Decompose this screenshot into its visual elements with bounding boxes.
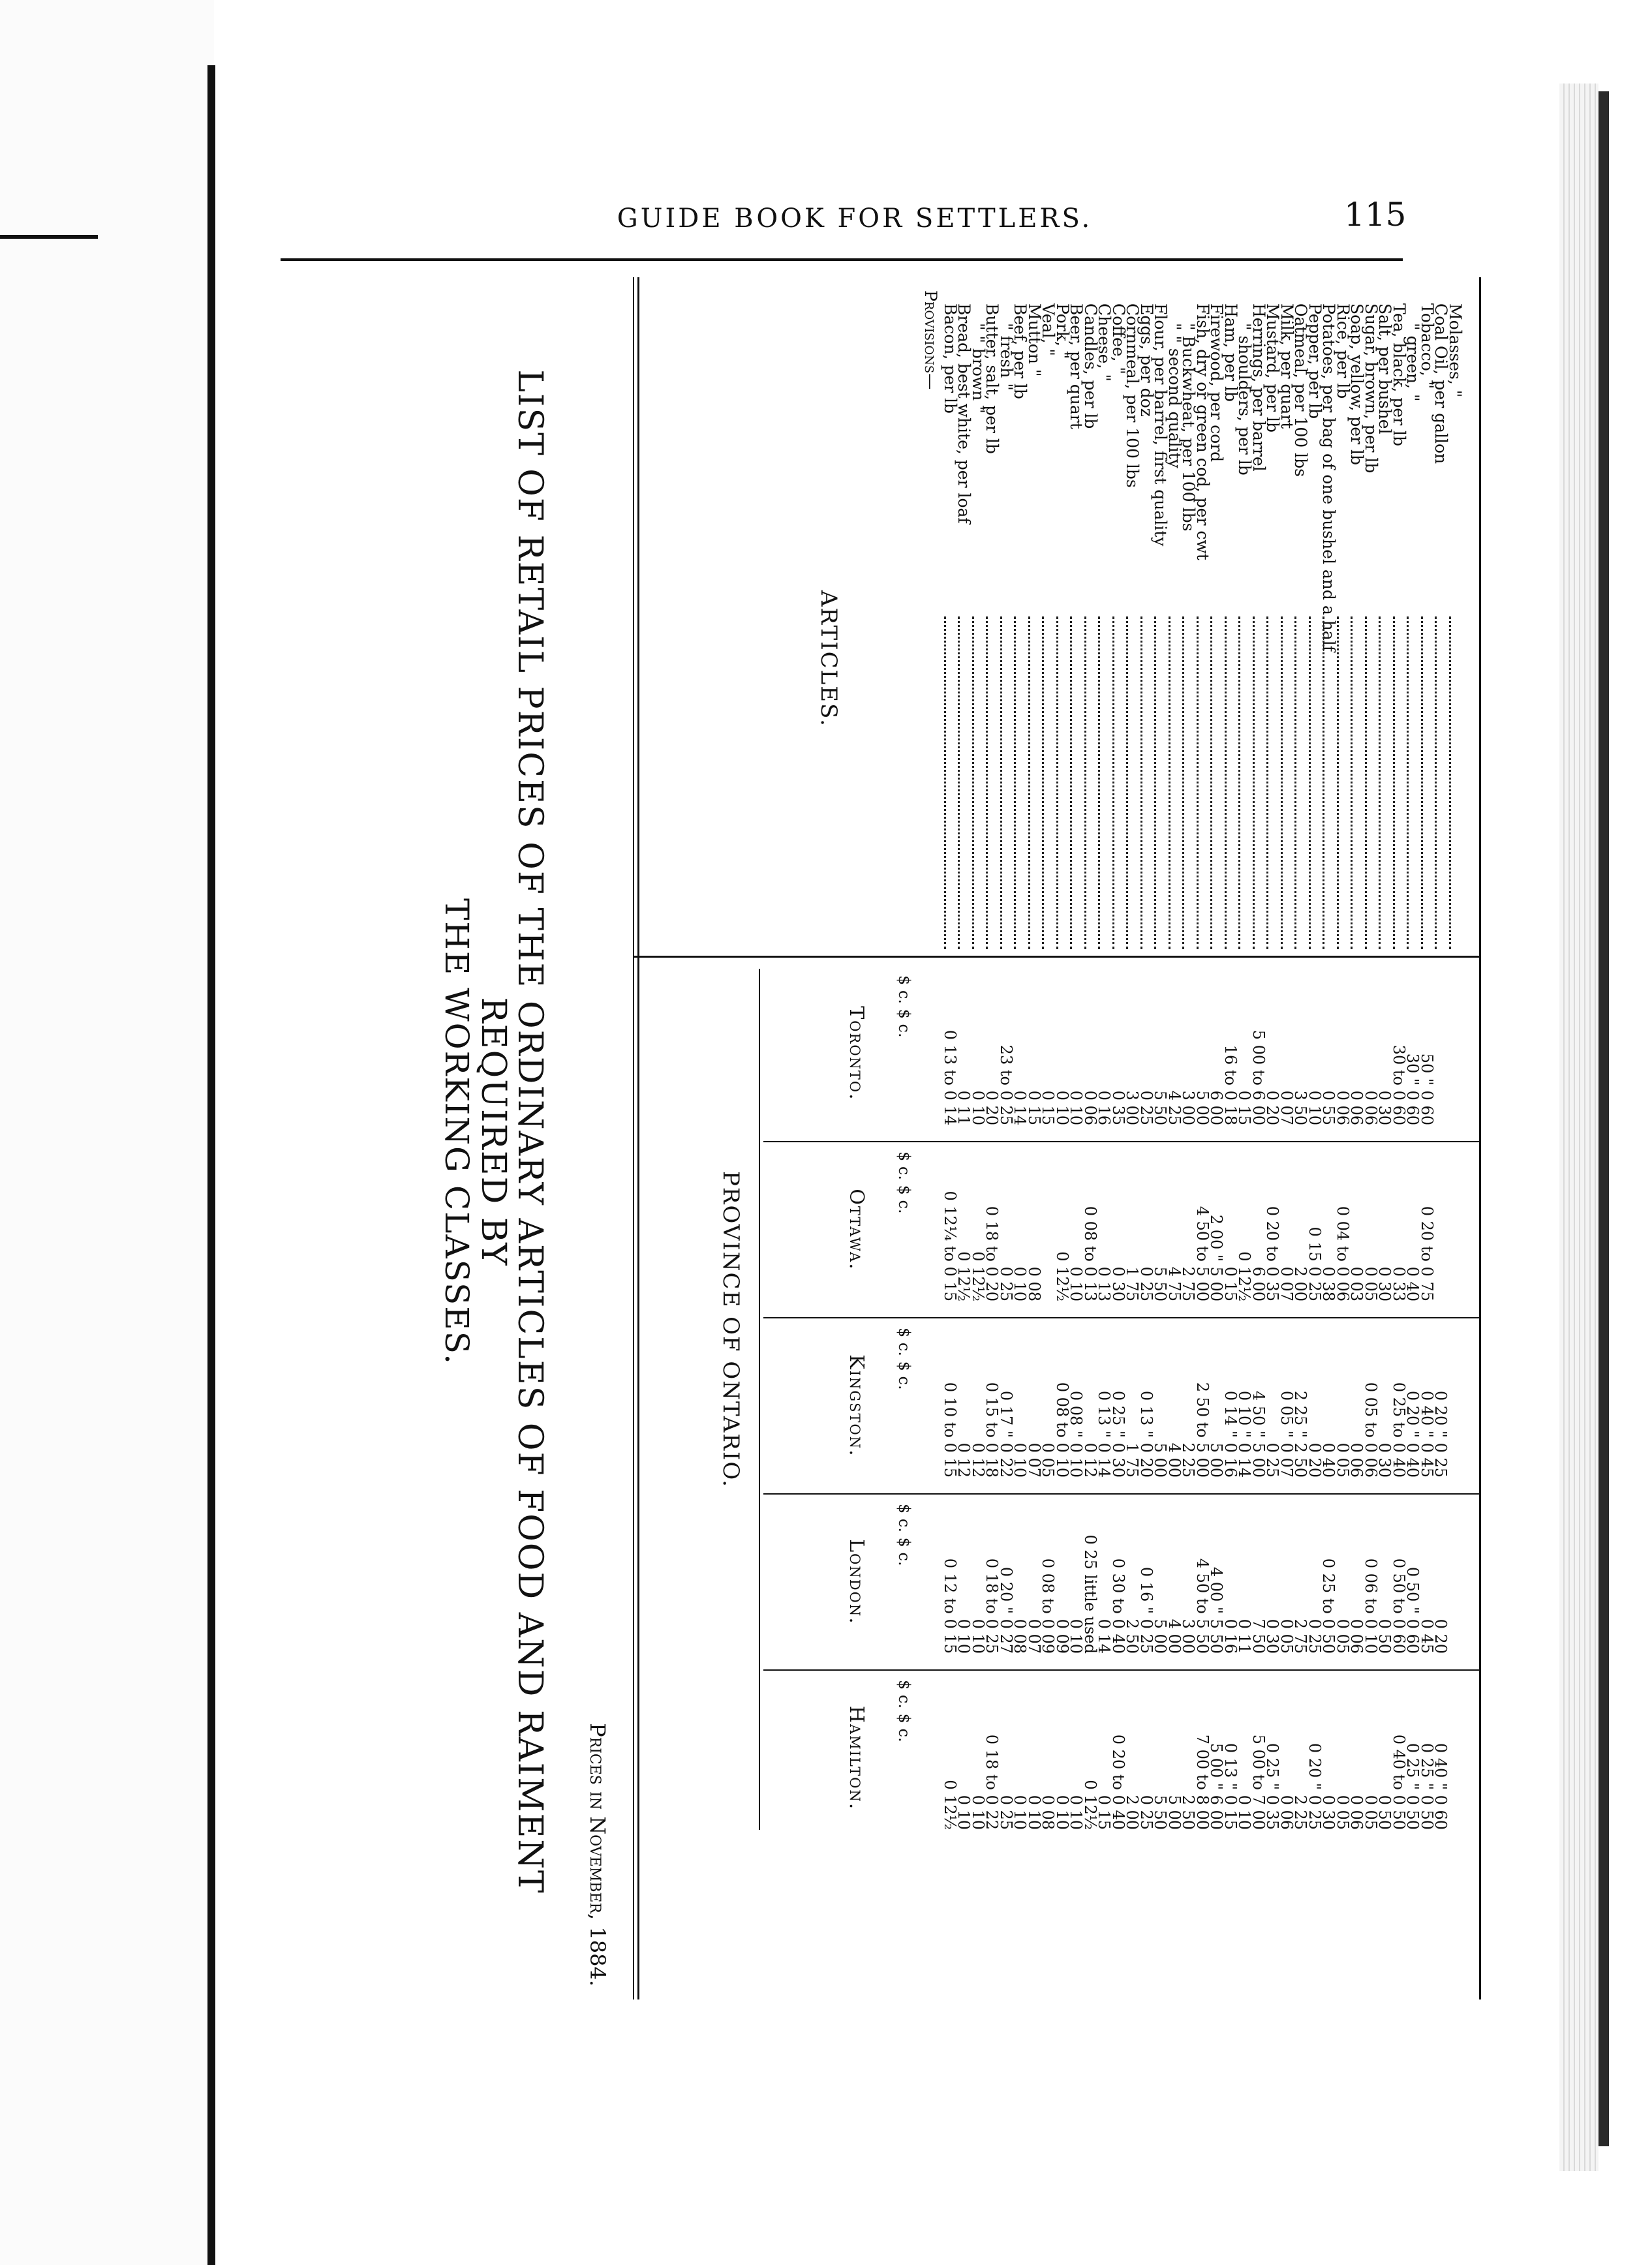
price-cell-london: 3 00 bbox=[1179, 1619, 1198, 1654]
price-cell-toronto: 0 30 bbox=[1375, 1090, 1394, 1125]
price-cell-hamilton: 0 25 bbox=[1137, 1795, 1155, 1830]
leader-dots bbox=[1435, 616, 1437, 949]
price-cell-kingston: 1 75 bbox=[1123, 1442, 1142, 1478]
table-top-rule-double bbox=[633, 277, 634, 1999]
table-top-rule bbox=[637, 277, 639, 1999]
leader-dots bbox=[1043, 616, 1045, 949]
leader-dots bbox=[1351, 616, 1353, 949]
price-cell-ottawa: 0 18 to 0 20 bbox=[983, 1206, 1002, 1301]
price-cell-london: 0 08 bbox=[1011, 1619, 1030, 1654]
price-cell-london: 5 00 bbox=[1151, 1619, 1170, 1654]
price-cell-toronto: 0 06 bbox=[1347, 1090, 1366, 1125]
price-cell-kingston: 0 25 bbox=[1263, 1442, 1282, 1478]
price-cell-kingston: 2 25 bbox=[1179, 1442, 1198, 1478]
article-label: Cheese, " bbox=[1095, 303, 1114, 382]
price-cell-toronto: 23 to 0 25 bbox=[997, 1044, 1015, 1125]
book-gutter bbox=[207, 65, 215, 2265]
price-cell-toronto: 0 20 bbox=[1263, 1090, 1282, 1125]
price-cell-london: 0 09 bbox=[1053, 1619, 1071, 1654]
price-cell-toronto: 5 00 bbox=[1193, 1090, 1212, 1125]
price-cell-hamilton: 0 05 bbox=[1362, 1795, 1380, 1830]
city-divider bbox=[763, 1141, 1481, 1142]
price-cell-kingston: 4 50 " 5 00 bbox=[1249, 1390, 1268, 1478]
price-cell-london: 0 18 to 0 25 bbox=[983, 1558, 1002, 1654]
price-cell-toronto: 0 20 bbox=[983, 1090, 1002, 1125]
price-cell-hamilton: 0 30 bbox=[1319, 1795, 1338, 1830]
price-cell-london: 0 11 bbox=[1235, 1619, 1254, 1654]
unit-label-toronto: $ c. $ c. bbox=[895, 975, 913, 1038]
article-label: Fish, dry or green cod, per cwt bbox=[1193, 303, 1212, 560]
price-cell-hamilton: 0 06 bbox=[1277, 1795, 1296, 1830]
leader-dots bbox=[1449, 616, 1451, 949]
price-cell-hamilton: 0 50 bbox=[1375, 1795, 1394, 1830]
article-label: Beer, per quart bbox=[1067, 303, 1086, 429]
header-rule bbox=[281, 258, 1403, 261]
city-header-toronto: Toronto. bbox=[845, 1006, 868, 1101]
article-label: Mutton " bbox=[1025, 303, 1044, 377]
price-cell-ottawa: 0 12½ bbox=[969, 1251, 987, 1301]
article-label: Salt, per bushel bbox=[1375, 303, 1395, 434]
price-cell-ottawa: 0 12½ bbox=[1235, 1251, 1254, 1301]
article-label: Rice, per lb bbox=[1334, 303, 1353, 399]
article-label: Pork, " bbox=[1053, 303, 1072, 359]
price-cell-toronto: 0 15 bbox=[1039, 1090, 1058, 1125]
price-cell-ottawa: 0 04 to 0 06 bbox=[1334, 1206, 1352, 1301]
price-cell-hamilton: 7 00 to 8 00 bbox=[1193, 1734, 1212, 1830]
leader-dots bbox=[1155, 616, 1157, 949]
leader-dots bbox=[1365, 616, 1367, 949]
price-cell-toronto: 0 06 bbox=[1362, 1090, 1380, 1125]
price-cell-london: 0 16 " 0 25 bbox=[1137, 1566, 1155, 1654]
unit-label-kingston: $ c. $ c. bbox=[895, 1328, 913, 1390]
leader-dots bbox=[1112, 616, 1114, 949]
price-cell-hamilton: 0 10 bbox=[1011, 1795, 1030, 1830]
price-cell-kingston: 0 10 " 0 14 bbox=[1235, 1390, 1254, 1478]
city-divider bbox=[763, 1317, 1481, 1318]
article-label: Butter, salt, per lb bbox=[983, 303, 1002, 454]
price-cell-toronto: 5 50 bbox=[1151, 1090, 1170, 1125]
price-cell-london: 0 07 bbox=[1025, 1619, 1043, 1654]
leader-dots bbox=[1028, 616, 1030, 949]
price-cell-toronto: 0 55 bbox=[1319, 1090, 1338, 1125]
price-cell-hamilton: 0 20 " 0 25 bbox=[1306, 1742, 1324, 1830]
price-cell-kingston: 0 25 to 0 40 bbox=[1390, 1382, 1408, 1478]
price-cell-ottawa: 0 10 bbox=[1011, 1266, 1030, 1301]
price-cell-london: 7 50 bbox=[1249, 1619, 1268, 1654]
price-cell-kingston: 0 05 " 0 07 bbox=[1277, 1390, 1296, 1478]
price-cell-kingston: 0 12 bbox=[969, 1442, 987, 1478]
article-label: Sugar, brown, per lb bbox=[1362, 303, 1381, 474]
city-header-hamilton: Hamilton. bbox=[845, 1705, 868, 1811]
price-cell-london: 0 14 bbox=[1095, 1619, 1114, 1654]
price-cell-hamilton: 2 50 bbox=[1179, 1795, 1198, 1830]
price-cell-toronto: 5 00 to 6 00 bbox=[1249, 1029, 1268, 1125]
article-label: Herrings, per barrel bbox=[1249, 303, 1268, 472]
article-label: Oatmeal, per 100 lbs bbox=[1291, 303, 1311, 477]
price-cell-toronto: 0 13 to 0 14 bbox=[941, 1029, 959, 1125]
city-divider bbox=[763, 1493, 1481, 1495]
article-label: Soap, yellow, per lb bbox=[1347, 303, 1367, 465]
price-cell-london: 0 50 " 0 60 bbox=[1403, 1566, 1422, 1654]
city-divider bbox=[763, 1669, 1481, 1671]
leader-dots bbox=[1393, 616, 1395, 949]
leader-dots bbox=[1211, 616, 1213, 949]
leader-dots bbox=[1379, 616, 1381, 949]
leader-dots bbox=[1337, 616, 1339, 949]
price-cell-hamilton: 0 10 bbox=[1235, 1795, 1254, 1830]
price-cell-toronto: 0 10 bbox=[1306, 1090, 1324, 1125]
articles-divider bbox=[633, 956, 1481, 958]
price-cell-kingston: 5 00 bbox=[1207, 1442, 1226, 1478]
table-title-line2: THE WORKING CLASSES. bbox=[438, 898, 476, 1366]
price-cell-toronto: 0 11 bbox=[955, 1090, 973, 1125]
price-cell-hamilton: 2 25 bbox=[1291, 1795, 1310, 1830]
table-title-line1: LIST OF RETAIL PRICES OF THE ORDINARY ARTICLES OF FOOD AND RAIMENT REQUIRED BY bbox=[474, 369, 549, 1894]
price-cell-hamilton: 5 00 " 6 00 bbox=[1207, 1742, 1226, 1830]
section-label: Provisions— bbox=[921, 290, 940, 390]
price-cell-toronto: 16 to 0 18 bbox=[1221, 1044, 1240, 1125]
price-cell-ottawa: 2 00 " 5 00 bbox=[1207, 1214, 1226, 1301]
article-label: Molasses, " bbox=[1446, 303, 1465, 398]
price-cell-hamilton: 0 06 bbox=[1347, 1795, 1366, 1830]
price-cell-toronto: 3 50 bbox=[1291, 1090, 1310, 1125]
article-label: Cornmeal, per 100 lbs bbox=[1123, 303, 1142, 488]
price-cell-hamilton: 0 25 " 0 50 bbox=[1418, 1742, 1436, 1830]
price-cell-ottawa: 0 15 0 25 bbox=[1306, 1226, 1324, 1301]
price-cell-toronto: 30 to 0 60 bbox=[1390, 1044, 1408, 1125]
price-cell-hamilton: 0 13 " 0 15 bbox=[1221, 1742, 1240, 1830]
price-cell-kingston: 0 08 to 0 10 bbox=[1053, 1382, 1071, 1478]
price-cell-kingston: 0 14 " 0 16 bbox=[1221, 1390, 1240, 1478]
table-bottom-rule bbox=[1479, 277, 1481, 1999]
price-cell-london: 0 50 to 0 60 bbox=[1390, 1558, 1408, 1654]
page-number: 115 bbox=[1344, 196, 1407, 234]
price-cell-kingston: 0 20 bbox=[1306, 1442, 1324, 1478]
prices-date: Prices in November, 1884. bbox=[585, 1723, 610, 1986]
page-edges bbox=[1559, 84, 1598, 2171]
price-cell-hamilton: 5 00 to 7 00 bbox=[1249, 1734, 1268, 1830]
price-cell-kingston: 0 20 " 0 40 bbox=[1403, 1390, 1422, 1478]
price-cell-ottawa: 0 07 bbox=[1277, 1266, 1296, 1301]
price-cell-toronto: 0 25 bbox=[1137, 1090, 1155, 1125]
price-cell-toronto: 0 10 bbox=[1053, 1090, 1071, 1125]
price-cell-ottawa: 1 75 bbox=[1123, 1266, 1142, 1301]
price-cell-hamilton: 0 10 bbox=[955, 1795, 973, 1830]
leader-dots bbox=[1323, 616, 1325, 949]
leader-dots bbox=[1421, 616, 1423, 949]
price-cell-london: 0 06 to 0 10 bbox=[1362, 1558, 1380, 1654]
price-cell-ottawa: 4 50 to 5 00 bbox=[1193, 1206, 1212, 1301]
price-cell-kingston: 0 07 bbox=[1025, 1442, 1043, 1478]
price-cell-kingston: 0 05 to 0 06 bbox=[1362, 1382, 1380, 1478]
article-label: Flour, per barrel, first quality bbox=[1151, 303, 1170, 547]
price-cell-kingston: 0 20 " 0 25 bbox=[1431, 1390, 1450, 1478]
price-cell-london: 4 50 to 5 50 bbox=[1193, 1558, 1212, 1654]
price-cell-ottawa: 2 00 bbox=[1291, 1266, 1310, 1301]
price-cell-london: 0 25 to 0 50 bbox=[1319, 1558, 1338, 1654]
city-header-london: London. bbox=[845, 1539, 868, 1625]
price-cell-london: 0 16 bbox=[1221, 1619, 1240, 1654]
price-cell-kingston: 0 25 " 0 30 bbox=[1109, 1390, 1127, 1478]
price-cell-london: 0 30 bbox=[1263, 1619, 1282, 1654]
price-cell-ottawa: 0 03 bbox=[1347, 1266, 1366, 1301]
article-label: " green, " bbox=[1403, 323, 1423, 402]
leader-dots bbox=[1140, 616, 1142, 949]
article-label: " Buckwheat, per 100 lbs bbox=[1179, 323, 1199, 532]
price-cell-kingston: 0 08 " 0 10 bbox=[1067, 1390, 1086, 1478]
price-cell-kingston: 0 13 " 0 14 bbox=[1095, 1390, 1114, 1478]
article-label: " " brown " bbox=[969, 323, 988, 414]
price-cell-london: 0 20 bbox=[1431, 1619, 1450, 1654]
price-cell-ottawa: 0 05 bbox=[1362, 1266, 1380, 1301]
price-cell-ottawa: 0 12¼ to 0 15 bbox=[941, 1191, 959, 1301]
price-cell-hamilton: 5 50 bbox=[1151, 1795, 1170, 1830]
province-rule bbox=[759, 969, 760, 1830]
price-cell-hamilton: 0 12½ bbox=[941, 1780, 959, 1830]
price-cell-hamilton: 0 10 bbox=[969, 1795, 987, 1830]
article-label: Bread, best white, per loaf bbox=[955, 303, 974, 524]
leader-dots bbox=[1071, 616, 1073, 949]
unit-label-london: $ c. $ c. bbox=[895, 1504, 913, 1566]
price-cell-london: 0 10 bbox=[969, 1619, 987, 1654]
article-label: Firewood, per cord bbox=[1207, 303, 1227, 463]
facing-page-rule bbox=[0, 235, 98, 239]
price-cell-london: 0 25 little used bbox=[1081, 1534, 1099, 1654]
price-cell-hamilton: 0 25 " 0 50 bbox=[1403, 1742, 1422, 1830]
city-header-kingston: Kingston. bbox=[845, 1354, 868, 1457]
price-cell-ottawa: 4 75 bbox=[1165, 1266, 1184, 1301]
article-label: Tea, black, per lb bbox=[1390, 303, 1409, 446]
price-cell-ottawa: 0 20 to 0 75 bbox=[1418, 1206, 1436, 1301]
price-cell-kingston: 0 40 " 0 45 bbox=[1418, 1390, 1436, 1478]
book-edge-shadow bbox=[1598, 91, 1609, 2146]
leader-dots bbox=[944, 616, 946, 949]
article-label: Potatoes, per bag of one bushel and a half bbox=[1319, 303, 1339, 652]
price-cell-ottawa: 6 00 bbox=[1249, 1266, 1268, 1301]
leader-dots bbox=[1197, 616, 1199, 949]
price-cell-hamilton: 0 25 " 0 35 bbox=[1263, 1742, 1282, 1830]
price-cell-ottawa: 5 50 bbox=[1151, 1266, 1170, 1301]
article-label: Mustard, per lb bbox=[1263, 303, 1283, 433]
price-cell-kingston: 4 00 bbox=[1165, 1442, 1184, 1478]
price-cell-ottawa: 2 75 bbox=[1179, 1266, 1198, 1301]
article-label: Beef, per lb bbox=[1011, 303, 1030, 399]
price-cell-toronto: 30 " 0 60 bbox=[1403, 1053, 1422, 1125]
article-label: Bacon, per lb bbox=[941, 303, 960, 414]
price-cell-hamilton: 5 00 bbox=[1165, 1795, 1184, 1830]
price-cell-hamilton: 0 18 to 0 22 bbox=[983, 1734, 1002, 1830]
price-cell-london: 4 00 " 5 50 bbox=[1207, 1566, 1226, 1654]
price-cell-kingston: 2 50 to 5 00 bbox=[1193, 1382, 1212, 1478]
price-cell-ottawa: 0 12½ bbox=[1053, 1251, 1071, 1301]
leader-dots bbox=[1281, 616, 1283, 949]
running-head: GUIDE BOOK FOR SETTLERS. bbox=[617, 204, 1093, 234]
price-cell-kingston: 0 12 bbox=[1081, 1442, 1099, 1478]
price-cell-london: 0 30 to 0 40 bbox=[1109, 1558, 1127, 1654]
price-cell-hamilton: 0 08 bbox=[1039, 1795, 1058, 1830]
article-label: Pepper, per lb bbox=[1306, 303, 1324, 419]
price-cell-toronto: 4 25 bbox=[1165, 1090, 1184, 1125]
rotated-price-table bbox=[438, 277, 1481, 2006]
leader-dots bbox=[958, 616, 960, 949]
table-title bbox=[438, 356, 548, 1908]
price-cell-toronto: 0 10 bbox=[1067, 1090, 1086, 1125]
price-cell-toronto: 0 35 bbox=[1109, 1090, 1127, 1125]
price-cell-ottawa: 0 25 bbox=[1137, 1266, 1155, 1301]
price-cell-hamilton: 0 10 bbox=[1067, 1795, 1086, 1830]
article-label: Coffee, " bbox=[1109, 303, 1128, 374]
price-cell-ottawa: 0 30 bbox=[1109, 1266, 1127, 1301]
leader-dots bbox=[1309, 616, 1311, 949]
price-cell-ottawa: 0 13 bbox=[1095, 1266, 1114, 1301]
price-cell-toronto: 0 16 bbox=[1095, 1090, 1114, 1125]
leader-dots bbox=[1183, 616, 1185, 949]
price-cell-ottawa: 0 25 bbox=[997, 1266, 1015, 1301]
leader-dots bbox=[1407, 616, 1409, 949]
leader-dots bbox=[1099, 616, 1101, 949]
price-cell-hamilton: 0 10 bbox=[1053, 1795, 1071, 1830]
price-cell-ottawa: 0 33 bbox=[1390, 1266, 1408, 1301]
price-cell-london: 0 20 " 0 27 bbox=[997, 1566, 1015, 1654]
leader-dots bbox=[1015, 616, 1017, 949]
price-cell-kingston: 0 30 bbox=[1375, 1442, 1394, 1478]
price-cell-kingston: 5 00 bbox=[1151, 1442, 1170, 1478]
price-cell-london: 0 05 bbox=[1277, 1619, 1296, 1654]
price-cell-kingston: 0 17 " 0 22 bbox=[997, 1390, 1015, 1478]
province-header: PROVINCE OF ONTARIO. bbox=[718, 1171, 744, 1489]
price-cell-kingston: 0 05 bbox=[1334, 1442, 1352, 1478]
price-cell-kingston: 0 05 bbox=[1039, 1442, 1058, 1478]
leader-dots bbox=[1169, 616, 1170, 949]
price-cell-ottawa: 0 08 bbox=[1025, 1266, 1043, 1301]
price-cell-toronto: 0 10 bbox=[969, 1090, 987, 1125]
price-cell-toronto: 3 00 bbox=[1179, 1090, 1198, 1125]
price-cell-ottawa: 0 38 bbox=[1319, 1266, 1338, 1301]
price-cell-kingston: 0 40 bbox=[1319, 1442, 1338, 1478]
article-label: Milk, per quart bbox=[1277, 303, 1296, 429]
price-cell-london: 0 06 bbox=[1347, 1619, 1366, 1654]
leader-dots bbox=[1084, 616, 1086, 949]
price-cell-toronto: 0 06 bbox=[1081, 1090, 1099, 1125]
leader-dots bbox=[987, 616, 988, 949]
price-cell-hamilton: 0 25 bbox=[997, 1795, 1015, 1830]
price-cell-london: 2 75 bbox=[1291, 1619, 1310, 1654]
price-cell-hamilton: 0 10 bbox=[1025, 1795, 1043, 1830]
price-cell-hamilton: 0 20 to 0 40 bbox=[1109, 1734, 1127, 1830]
price-cell-hamilton: 0 12½ bbox=[1081, 1780, 1099, 1830]
price-cell-hamilton: 0 15 bbox=[1095, 1795, 1114, 1830]
price-cell-toronto: 0 15 bbox=[1235, 1090, 1254, 1125]
price-cell-kingston: 0 15 to 0 18 bbox=[983, 1382, 1002, 1478]
price-cell-london: 2 50 bbox=[1123, 1619, 1142, 1654]
price-cell-hamilton: 0 05 bbox=[1334, 1795, 1352, 1830]
leader-dots bbox=[1225, 616, 1227, 949]
price-cell-kingston: 0 13 " 0 20 bbox=[1137, 1390, 1155, 1478]
leader-dots bbox=[1127, 616, 1129, 949]
price-cell-hamilton: 0 40 " 0 60 bbox=[1431, 1742, 1450, 1830]
article-label: Veal, " bbox=[1039, 303, 1058, 356]
leader-dots bbox=[1267, 616, 1269, 949]
leader-dots bbox=[1239, 616, 1241, 949]
price-cell-kingston: 0 10 to 0 15 bbox=[941, 1382, 959, 1478]
leader-dots bbox=[1295, 616, 1297, 949]
price-cell-toronto: 0 15 bbox=[1025, 1090, 1043, 1125]
price-cell-london: 0 12 to 0 15 bbox=[941, 1558, 959, 1654]
article-label: Coal Oil, per gallon bbox=[1431, 303, 1451, 464]
facing-page-margin bbox=[0, 0, 214, 2265]
price-cell-ottawa: 0 30 bbox=[1375, 1266, 1394, 1301]
leader-dots bbox=[1056, 616, 1058, 949]
leader-dots bbox=[1253, 616, 1255, 949]
price-cell-toronto: 0 06 bbox=[1334, 1090, 1352, 1125]
price-cell-london: 0 45 bbox=[1418, 1619, 1436, 1654]
price-cell-hamilton: 0 40 to 0 50 bbox=[1390, 1734, 1408, 1830]
unit-label-hamilton: $ c. $ c. bbox=[895, 1680, 913, 1742]
article-label: Candles, per lb bbox=[1081, 303, 1100, 429]
price-cell-kingston: 0 06 bbox=[1347, 1442, 1366, 1478]
city-header-ottawa: Ottawa. bbox=[845, 1189, 868, 1271]
price-cell-london: 0 50 bbox=[1375, 1619, 1394, 1654]
price-cell-london: 0 10 bbox=[1067, 1619, 1086, 1654]
price-cell-ottawa: 0 10 bbox=[1067, 1266, 1086, 1301]
article-label: Tobacco, " bbox=[1418, 303, 1437, 389]
price-cell-london: 0 10 bbox=[955, 1619, 973, 1654]
leader-dots bbox=[972, 616, 974, 949]
article-label: " fresh " bbox=[997, 323, 1016, 391]
price-cell-london: 0 05 bbox=[1334, 1619, 1352, 1654]
article-label: " " second quality bbox=[1165, 323, 1184, 468]
price-cell-toronto: 6 00 bbox=[1207, 1090, 1226, 1125]
article-label: Eggs, per doz bbox=[1137, 303, 1156, 417]
price-cell-ottawa: 0 08 to 0 13 bbox=[1081, 1206, 1099, 1301]
leader-dots bbox=[1000, 616, 1002, 949]
price-cell-london: 0 25 bbox=[1306, 1619, 1324, 1654]
price-cell-london: 4 00 bbox=[1165, 1619, 1184, 1654]
article-label: Ham, per lb bbox=[1221, 303, 1240, 403]
price-cell-toronto: 0 14 bbox=[1011, 1090, 1030, 1125]
price-cell-ottawa: 0 20 to 0 35 bbox=[1263, 1206, 1282, 1301]
price-cell-ottawa: 0 40 bbox=[1403, 1266, 1422, 1301]
price-cell-ottawa: 0 12½ bbox=[955, 1251, 973, 1301]
price-cell-toronto: 50 " 0 60 bbox=[1418, 1053, 1436, 1125]
unit-label-ottawa: $ c. $ c. bbox=[895, 1151, 913, 1214]
price-cell-kingston: 0 10 bbox=[1011, 1442, 1030, 1478]
price-cell-london: 0 08 to 0 09 bbox=[1039, 1558, 1058, 1654]
price-cell-hamilton: 2 00 bbox=[1123, 1795, 1142, 1830]
price-cell-kingston: 2 25 " 2 50 bbox=[1291, 1390, 1310, 1478]
price-cell-toronto: 0 07 bbox=[1277, 1090, 1296, 1125]
price-cell-kingston: 0 12 bbox=[955, 1442, 973, 1478]
price-cell-ottawa: 0 15 bbox=[1221, 1266, 1240, 1301]
article-label: " shoulders, per lb bbox=[1235, 323, 1255, 476]
price-cell-toronto: 3 00 bbox=[1123, 1090, 1142, 1125]
articles-header: ARTICLES. bbox=[816, 590, 842, 727]
